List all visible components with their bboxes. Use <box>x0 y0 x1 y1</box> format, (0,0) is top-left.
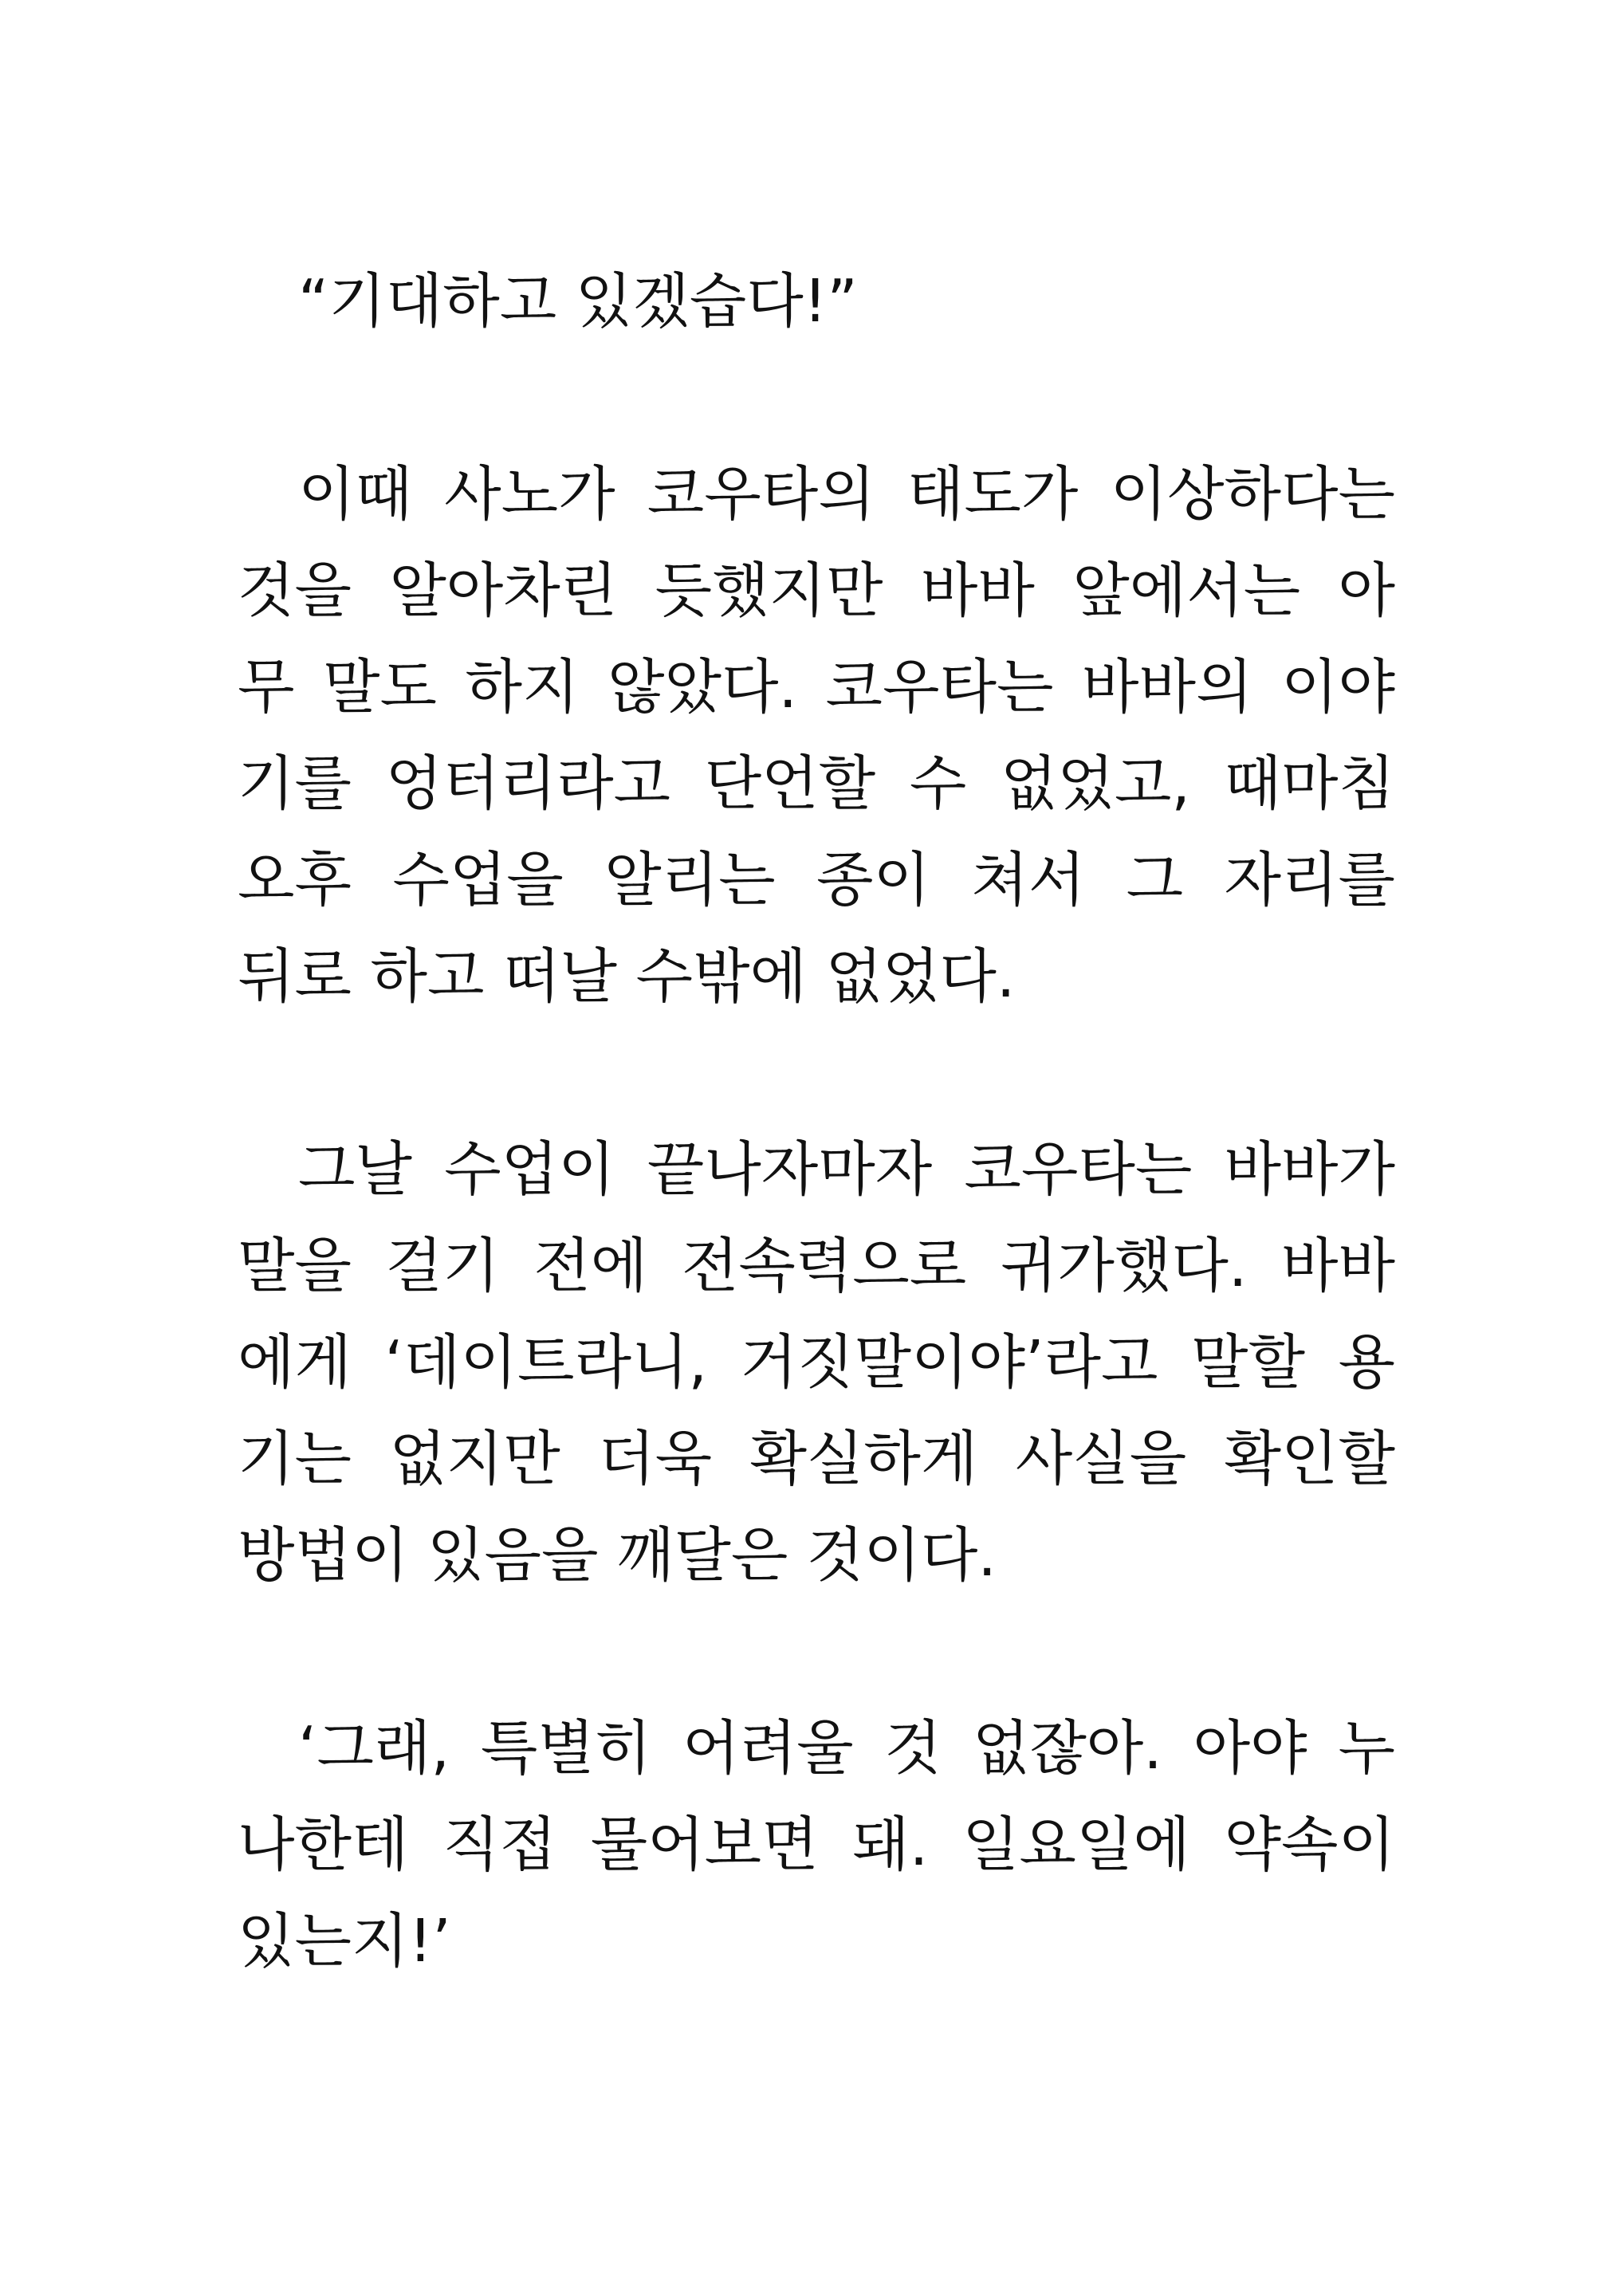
paragraph-2-line-1: 이때 사노가 코우타의 태도가 이상하다는 <box>298 460 1395 529</box>
body-text <box>238 254 1395 1990</box>
paragraph-4-line-1: ‘그래, 특별히 어려울 것 없잖아. 아야 누 <box>298 1714 1395 1783</box>
paragraph-3-line-4: 기는 없지만 더욱 확실하게 사실을 확인할 <box>238 1425 1395 1493</box>
paragraph-2-line-5: 오후 수업을 알리는 종이 쳐서 그 자리를 <box>238 846 1395 914</box>
paragraph-gap <box>238 350 1395 446</box>
paragraph-3-line-2: 말을 걸기 전에 전속력으로 귀가했다. 바바 <box>238 1232 1395 1300</box>
paragraph-3-line-1: 그날 수업이 끝나자마자 코우타는 바바가 <box>298 1135 1395 1204</box>
paragraph-2-line-4: 기를 엉터리라고 단언할 수 없었고, 때마침 <box>238 749 1395 818</box>
paragraph-4-line-2: 나한테 직접 물어보면 돼. 일요일에 약속이 <box>238 1810 1395 1879</box>
paragraph-1-line-1: “기대하고 있겠습다!” <box>298 267 858 336</box>
paragraph-2-line-2: 것을 알아차린 듯했지만 바바 앞에서는 아 <box>238 556 1395 625</box>
paragraph-2-line-6: 뒤로 하고 떠날 수밖에 없었다. <box>238 942 1016 1011</box>
paragraph-4-line-3: 있는지!’ <box>238 1907 451 1976</box>
paragraph-gap <box>238 1604 1395 1700</box>
paragraph-gap <box>238 1025 1395 1122</box>
paragraph-2-line-3: 무 말도 하지 않았다. 코우타는 바바의 이야 <box>238 653 1395 721</box>
paragraph-3-line-5: 방법이 있음을 깨달은 것이다. <box>238 1521 997 1590</box>
paragraph-3-line-3: 에게 ‘데이트라니, 거짓말이야’라고 말할 용 <box>238 1328 1395 1397</box>
